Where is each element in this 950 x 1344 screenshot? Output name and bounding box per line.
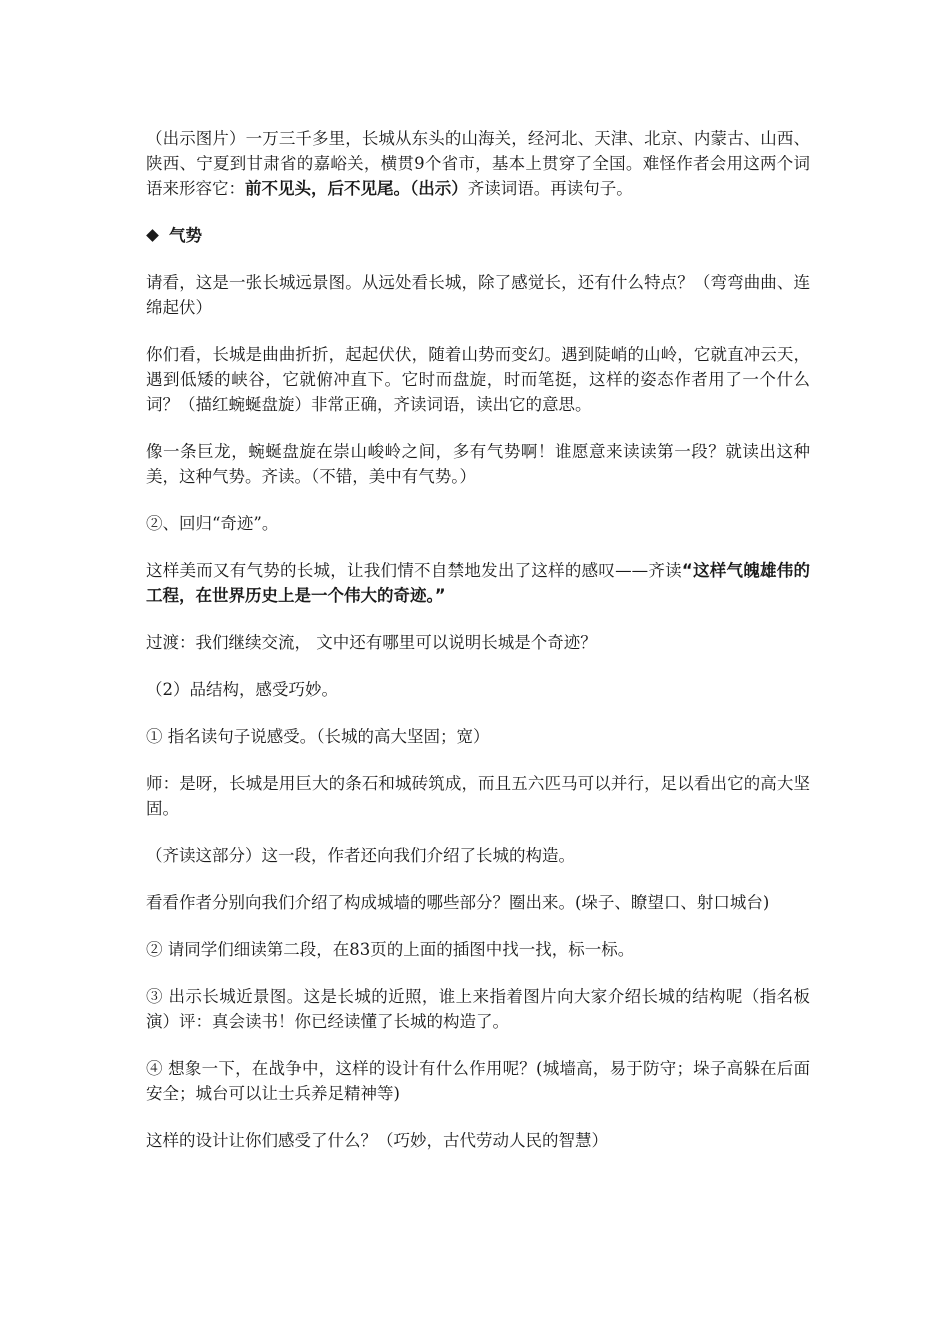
paragraph-text: （出示图片）一万三千多里，长城从东头的山海关，经河北、天津、北京、内蒙古、山西、陕西、宁夏到甘肃省的嘉峪关，横贯9个省市，基本上贯穿了全国。难怪作者会用这两个词语来形容它：: [146, 129, 810, 198]
paragraph-return-miracle: ②、回归“奇迹”。: [146, 514, 279, 533]
paragraph-text: 齐读词语。再读句子。: [467, 179, 633, 198]
paragraph-step-2: ② 请同学们细读第二段，在83页的上面的插图中找一找，标一标。: [146, 940, 635, 959]
paragraph-text: 这样美而又有气势的长城，让我们情不自禁地发出了这样的感叹——齐读: [146, 561, 682, 580]
paragraph-read-together: （齐读这部分）这一段，作者还向我们介绍了长城的构造。: [146, 846, 575, 865]
paragraph-wall-parts: 看看作者分别向我们介绍了构成城墙的哪些部分？圈出来。(垛子、瞭望口、射口城台): [146, 893, 770, 912]
bold-phrase: 前不见头，后不见尾。（出示）: [245, 179, 468, 198]
section-heading-text: 气势: [169, 226, 202, 245]
paragraph-winding: 你们看，长城是曲曲折折，起起伏伏，随着山势而变幻。遇到陡峭的山岭，它就直冲云天，遇到低矮的峡谷，它就俯冲直下。它时而盘旋，时而笔挺，这样的姿态作者用了一个什么词？（描红蜿蜒盘旋）非常正确，齐读词语，读出它的意思。: [146, 345, 810, 414]
paragraph-step-1: ① 指名读句子说感受。（长城的高大坚固；宽）: [146, 727, 490, 746]
paragraph-teacher: 师：是呀，长城是用巨大的条石和城砖筑成，而且五六匹马可以并行，足以看出它的高大坚固。: [146, 774, 810, 818]
paragraph-transition: 过渡：我们继续交流， 文中还有哪里可以说明长城是个奇迹？: [146, 633, 597, 652]
paragraph-step-4: ④ 想象一下，在战争中，这样的设计有什么作用呢？(城墙高，易于防守；垛子高躲在后面安全；城台可以让士兵养足精神等): [146, 1059, 810, 1103]
diamond-bullet-icon: [146, 229, 159, 242]
document-page: [146, 126, 810, 1175]
paragraph-structure-heading: （2）品结构，感受巧妙。: [146, 680, 338, 699]
paragraph-sigh: [146, 558, 810, 608]
paragraph-distant-view: 请看，这是一张长城远景图。从远处看长城，除了感觉长，还有什么特点？（弯弯曲曲、连绵起伏）: [146, 273, 810, 317]
bold-quote: “这样气魄雄伟的工程，在世界历史上是一个伟大的奇迹。”: [146, 561, 810, 605]
paragraph-step-3: ③ 出示长城近景图。这是长城的近照，谁上来指着图片向大家介绍长城的结构呢（指名板演）评：真会读书！你已经读懂了长城的构造了。: [146, 987, 810, 1031]
section-heading: [146, 223, 810, 248]
paragraph-dragon: 像一条巨龙，蜿蜒盘旋在崇山峻岭之间，多有气势啊！谁愿意来读读第一段？就读出这种美，这种气势。齐读。（不错，美中有气势。）: [146, 442, 810, 486]
paragraph-great-wall-length: [146, 126, 810, 201]
paragraph-feeling: 这样的设计让你们感受了什么？（巧妙，古代劳动人民的智慧）: [146, 1131, 608, 1150]
